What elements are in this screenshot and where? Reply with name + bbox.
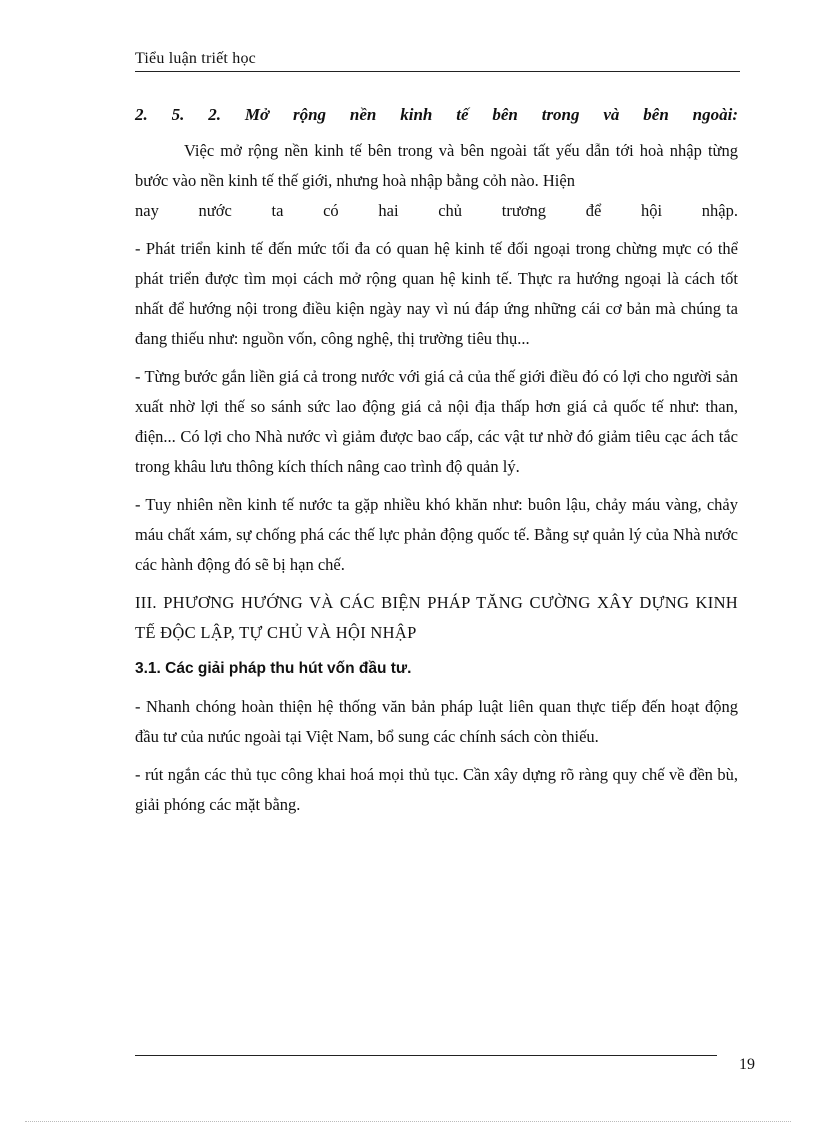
paragraph-bullet-5: - rút ngắn các thủ tục công khai hoá mọi thủ tục. Cần xây dựng rõ ràng quy chế về đền bù, giải phóng các mặt bằng. — [135, 765, 738, 814]
paragraph-bullet-3: - Tuy nhiên nền kinh tế nước ta gặp nhiều khó khăn như: buôn lậu, chảy máu vàng, chảy máu chất xám, sự chống phá các thế lực phản động quốc tế. Bằng sự quản lý của Nhà nước các hành động đó sẽ bị hạn chế. — [135, 495, 738, 574]
header-divider — [135, 71, 740, 72]
subsection-heading: 3.1. Các giải pháp thu hút vốn đầu tư. — [135, 660, 412, 677]
paragraph-bullet-4: - Nhanh chóng hoàn thiện hệ thống văn bản pháp luật liên quan thực tiếp đến hoạt động đầu tư của nưúc ngoài tại Việt Nam, bổ sung các chính sách còn thiếu. — [135, 697, 738, 746]
running-header: Tiểu luận triết học — [135, 50, 256, 67]
page-number: 19 — [739, 1056, 755, 1073]
paragraph-bullet-1: - Phát triển kinh tế đến mức tối đa có quan hệ kinh tế đối ngoại trong chừng mực có thể phát triển được tìm mọi cách mở rộng quan hệ kinh tế. Thực ra hướng ngoại là cách tốt nhất để hướng nội trong điều kiện ngày nay vì nú đáp ứng những cái cơ bản mà chúng ta đang thiếu như: nguồn vốn, công nghệ, thị trường tiêu thụ... — [135, 239, 738, 348]
document-body — [135, 100, 738, 828]
paragraph-intro-last-line: nay nước ta có hai chủ trương để hội nhập. — [135, 201, 738, 220]
page-edge-dotted-line — [25, 1121, 791, 1122]
section-heading: 2. 5. 2. Mở rộng nền kinh tế bên trong và bên ngoài: — [135, 105, 738, 124]
paragraph-intro: Việc mở rộng nền kinh tế bên trong và bên ngoài tất yếu dẫn tới hoà nhập từng bước vào nền kinh tế thế giới, nhưng hoà nhập bằng cỏh nào. Hiện — [135, 141, 738, 190]
footer-divider — [135, 1055, 717, 1056]
paragraph-bullet-2: - Từng bước gắn liền giá cả trong nước với giá cả của thế giới điều đó có lợi cho người sản xuất nhờ lợi thế so sánh sức lao động giá cả nội địa thấp hơn giá cả quốc tế như: than, điện... Có lợi cho Nhà nước vì giảm được bao cấp, các vật tư nhờ đó giảm tiêu cạc ách tắc trong khâu lưu thông kích thích nâng cao trình độ quản lý. — [135, 367, 738, 476]
chapter-heading: III. PHƯƠNG HƯỚNG VÀ CÁC BIỆN PHÁP TĂNG CƯỜNG XÂY DỰNG KINH TẾ ĐỘC LẬP, TỰ CHỦ VÀ HỘI NHẬP — [135, 593, 738, 642]
